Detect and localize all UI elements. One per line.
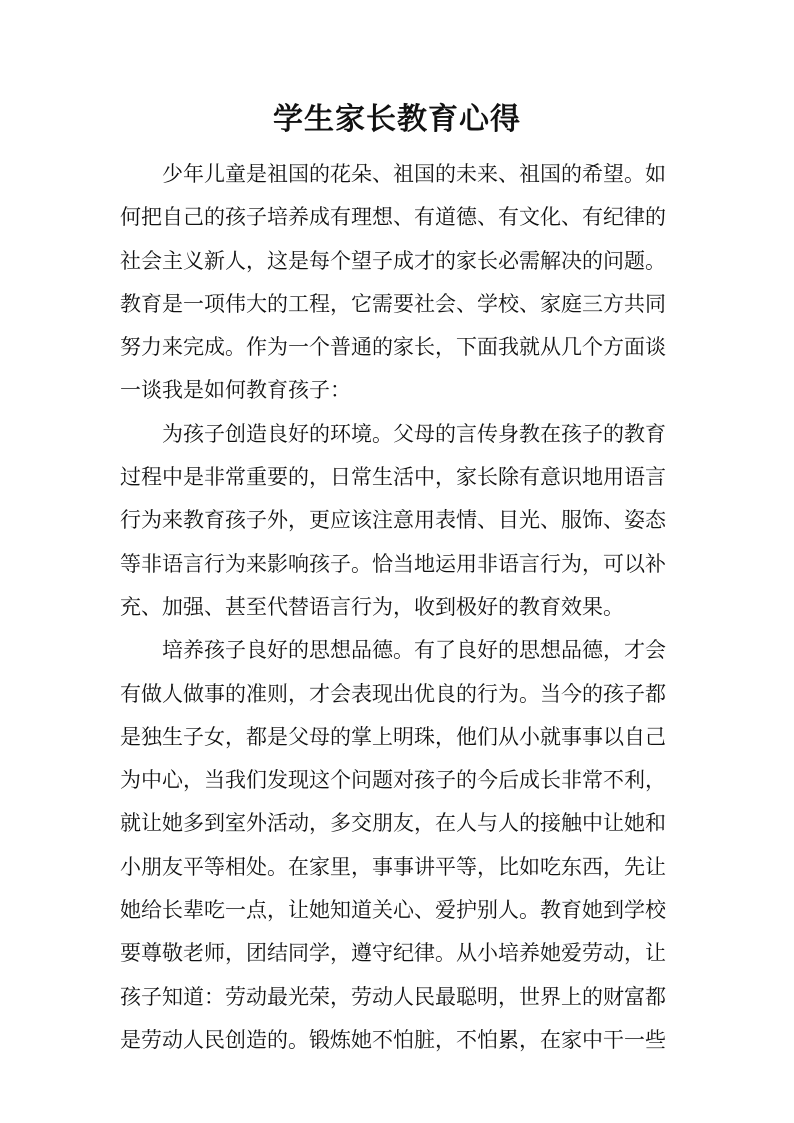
text-line: 少年儿童是祖国的花朵、祖国的未来、祖国的希望。如 [120, 162, 666, 186]
text-line: 等非语言行为来影响孩子。恰当地运用非语言行为，可以补 [120, 551, 666, 576]
text-line: 有做人做事的准则，才会表现出优良的行为。当今的孩子都 [120, 681, 666, 706]
text-line: 是劳动人民创造的。锻炼她不怕脏，不怕累，在家中干一些 [120, 1027, 666, 1052]
text-line: 社会主义新人，这是每个望子成才的家长必需解决的问题。 [120, 248, 666, 273]
text-line: 一谈我是如何教育孩子： [120, 378, 351, 403]
text-line: 行为来教育孩子外，更应该注意用表情、目光、服饰、姿态 [120, 508, 666, 533]
text-line: 为孩子创造良好的环境。父母的言传身教在孩子的教育 [120, 421, 666, 446]
text-line: 充、加强、甚至代替语言行为，收到极好的教育效果。 [120, 594, 624, 619]
text-line: 过程中是非常重要的，日常生活中，家长除有意识地用语言 [120, 465, 666, 490]
text-line: 何把自己的孩子培养成有理想、有道德、有文化、有纪律的 [120, 205, 666, 230]
text-line: 培养孩子良好的思想品德。有了良好的思想品德，才会 [120, 638, 666, 663]
document-title: 学生家长教育心得 [273, 102, 521, 137]
text-line: 她给长辈吃一点，让她知道关心、爱护别人。教育她到学校 [120, 898, 666, 923]
text-line: 是独生子女，都是父母的掌上明珠，他们从小就事事以自己 [120, 724, 666, 749]
text-line: 要尊敬老师，团结同学，遵守纪律。从小培养她爱劳动，让 [120, 941, 666, 966]
text-line: 孩子知道：劳动最光荣，劳动人民最聪明，世界上的财富都 [120, 984, 666, 1009]
text-line: 努力来完成。作为一个普通的家长，下面我就从几个方面谈 [120, 335, 666, 360]
text-line: 就让她多到室外活动，多交朋友，在人与人的接触中让她和 [120, 811, 666, 836]
document-body [120, 153, 700, 1062]
text-line: 小朋友平等相处。在家里，事事讲平等，比如吃东西，先让 [120, 854, 666, 879]
text-line: 教育是一项伟大的工程，它需要社会、学校、家庭三方共同 [120, 291, 666, 316]
text-line: 为中心，当我们发现这个问题对孩子的今后成长非常不利， [120, 768, 666, 793]
